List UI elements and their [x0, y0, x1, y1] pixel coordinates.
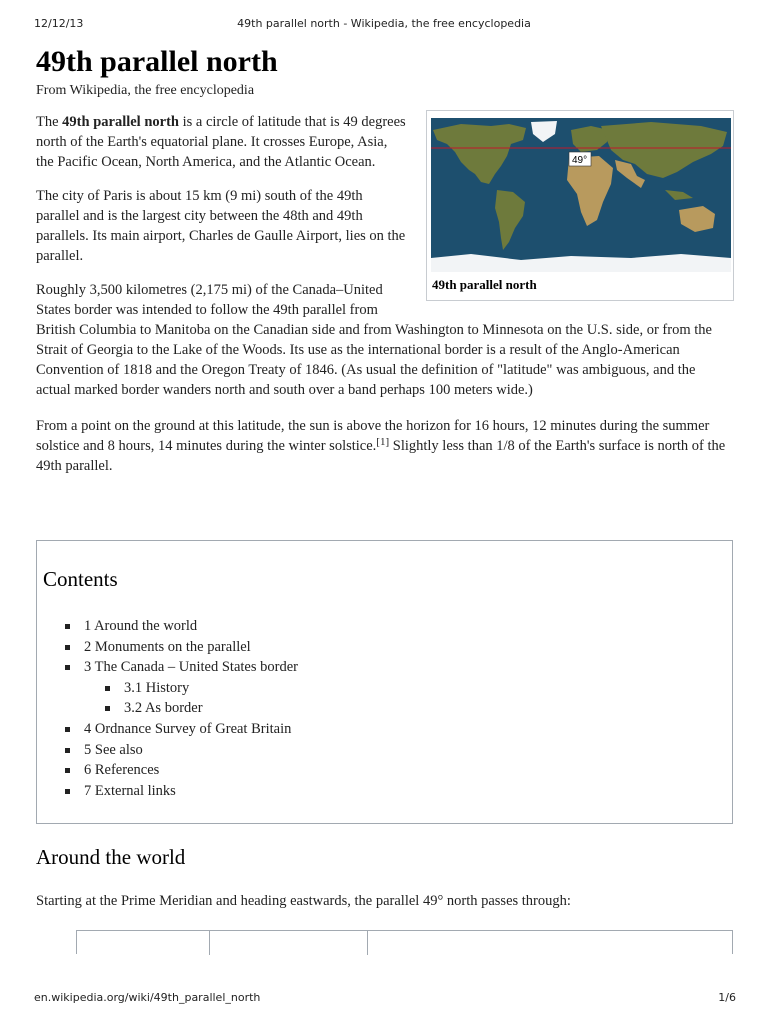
countries-table	[76, 930, 733, 954]
toc-subitem[interactable]: 3.2 As border	[61, 698, 298, 719]
toc-item[interactable]: 1 Around the world	[61, 616, 298, 637]
bullet-icon	[65, 665, 70, 670]
page-url: en.wikipedia.org/wiki/49th_parallel_north	[34, 991, 261, 1004]
toc-item[interactable]: 2 Monuments on the parallel	[61, 637, 298, 658]
bullet-icon	[105, 706, 110, 711]
paragraph-intro: The 49th parallel north is a circle of latitude that is 49 degrees north of the Earth's equatorial plane. It crosses Europe, Asia, the Pacific Ocean, North America, and the Atlantic Ocean.	[36, 114, 406, 170]
toc-list	[61, 616, 298, 801]
bullet-icon	[65, 748, 70, 753]
paragraph-border: Roughly 3,500 kilometres (2,175 mi) of the Canada–United States border was intended to follow the 49th parallel from British Columbia to Manitoba on the Canadian side and from Washington to Minnesota on the U.S. side, or from the Strait of Georgia to the Lake of the Woods. Its use as the international border is a result of the Anglo-American Convention of 1818 and the Oregon Treaty of 1846. (As usual the definition of "latitude" was ambiguous, and the actual marked border wanders north and south over a band perhaps 100 meters wide.)	[36, 282, 712, 398]
page-number: 1/6	[718, 991, 736, 1004]
bullet-icon	[105, 686, 110, 691]
bold-term: 49th parallel north	[62, 114, 179, 130]
bullet-icon	[65, 768, 70, 773]
toc-item[interactable]: 7 External links	[61, 781, 298, 802]
print-date: 12/12/13	[34, 17, 84, 30]
section-heading: Around the world	[36, 845, 186, 869]
map-label: 49°	[572, 155, 588, 166]
toc-item[interactable]: 3 The Canada – United States border	[61, 657, 298, 678]
paragraph-paris: The city of Paris is about 15 km (9 mi) south of the 49th parallel and is the largest city between the 48th and 49th parallels. Its main airport, Charles de Gaulle Airport, lies on the parallel.	[36, 188, 406, 264]
infobox-caption: 49th parallel north	[432, 277, 537, 292]
bullet-icon	[65, 624, 70, 629]
toc-subitem[interactable]: 3.1 History	[61, 678, 298, 699]
infobox	[426, 110, 734, 301]
reference-link[interactable]: [1]	[376, 436, 390, 448]
article-subtitle: From Wikipedia, the free encyclopedia	[36, 83, 255, 98]
map-antarctica	[431, 254, 731, 272]
bullet-icon	[65, 727, 70, 732]
toc-item[interactable]: 6 References	[61, 760, 298, 781]
paragraph-sun: From a point on the ground at this latitude, the sun is above the horizon for 16 hours, 12 minutes during the summer solstice and 8 hours, 14 minutes during the winter solstice.[1] Slightly less than 1/8 of the Earth's surface is north of the 49th parallel.	[36, 418, 726, 474]
table-column-divider	[209, 931, 210, 955]
section-intro: Starting at the Prime Meridian and heading eastwards, the parallel 49° north passes through:	[36, 893, 571, 909]
toc-item[interactable]: 5 See also	[61, 740, 298, 761]
article-body	[36, 44, 733, 476]
bullet-icon	[65, 645, 70, 650]
toc-item[interactable]: 4 Ordnance Survey of Great Britain	[61, 719, 298, 740]
table-of-contents	[36, 540, 733, 824]
article-title: 49th parallel north	[36, 45, 278, 78]
world-map-image[interactable]	[431, 118, 731, 272]
print-page-title: 49th parallel north - Wikipedia, the free encyclopedia	[237, 17, 531, 30]
toc-title: Contents	[43, 567, 118, 591]
table-column-divider	[367, 931, 368, 955]
bullet-icon	[65, 789, 70, 794]
print-header	[0, 17, 768, 31]
